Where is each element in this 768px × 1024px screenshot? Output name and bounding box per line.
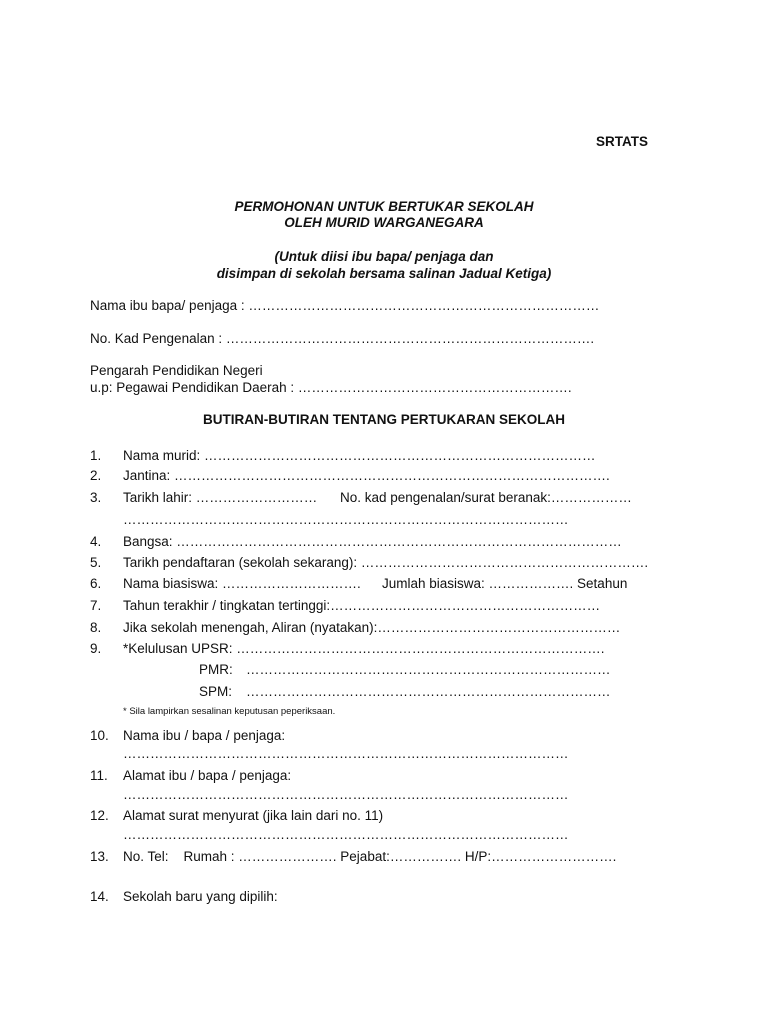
pmr-label: PMR: [199, 662, 233, 677]
form-title-line-2: OLEH MURID WARGANEGARA [284, 215, 484, 230]
form-title-line-1: PERMOHONAN UNTUK BERTUKAR SEKOLAH [234, 199, 534, 214]
spm-label: SPM: [199, 684, 233, 699]
item-number: 11. [90, 768, 108, 783]
phone-numbers-field: No. Tel: Rumah : …………………. Pejabat:……………. H/P:………………………. [123, 849, 617, 864]
parent-name-dots: ……………………………………………………………………………………… [123, 746, 569, 761]
item-number: 8. [90, 620, 102, 635]
upsr-result-field: *Kelulusan UPSR: ………………………………………………………………………. [123, 641, 605, 656]
stream-field: Jika sekolah menengah, Aliran (nyatakan):……………………………………………… [123, 620, 621, 635]
attachment-note: * Sila lampirkan sesalinan keputusan peperiksaan. [123, 706, 336, 717]
item-number: 12. [90, 808, 109, 823]
item-number: 9. [90, 641, 102, 656]
item-number: 6. [90, 576, 102, 591]
ic-number-field: No. Kad Pengenalan : ………………………………………………………………………. [90, 331, 595, 346]
item-number: 10. [90, 728, 109, 743]
parent-address-dots: ……………………………………………………………………………………… [123, 787, 569, 802]
mailing-address-label: Alamat surat menyurat (jika lain dari no. 11) [123, 808, 384, 823]
last-year-form-field: Tahun terakhir / tingkatan tertinggi:…………………………………………………… [123, 598, 601, 613]
spm-result-field: ……………………………………………………………………… [246, 684, 611, 699]
parent-name-field: Nama ibu bapa/ penjaga : …………………………………………………………………… [90, 298, 600, 313]
parent-address-label: Alamat ibu / bapa / penjaga: [123, 768, 292, 783]
item-number: 3. [90, 490, 102, 505]
registration-date-field: Tarikh pendaftaran (sekolah sekarang): ………………………………………………………. [123, 555, 649, 570]
item-number: 5. [90, 555, 102, 570]
item-number: 13. [90, 849, 109, 864]
birth-date-field: Tarikh lahir: ……………………… [123, 490, 318, 505]
addressee-director: Pengarah Pendidikan Negeri [90, 363, 263, 378]
attention-officer-field: u.p: Pegawai Pendidikan Daerah : ……………………………………………………. [90, 380, 572, 395]
scholarship-amount-field: Jumlah biasiswa: ………………. Setahun [382, 576, 628, 591]
document-code: SRTATS [596, 134, 648, 149]
gender-field: Jantina: ……………………………………………………………………………………. [123, 468, 610, 483]
section-heading: BUTIRAN-BUTIRAN TENTANG PERTUKARAN SEKOLAH [203, 412, 565, 427]
race-field: Bangsa: ……………………………………………………………………………………… [123, 534, 622, 549]
item-number: 14. [90, 889, 109, 904]
parent-name-label: Nama ibu / bapa / penjaga: [123, 728, 286, 743]
item-number: 1. [90, 448, 102, 463]
item-number: 7. [90, 598, 102, 613]
item-number: 4. [90, 534, 102, 549]
birth-cert-continuation: ……………………………………………………………………………………… [123, 512, 569, 527]
student-name-field: Nama murid: …………………………………………………………………………… [123, 448, 596, 463]
form-subtitle-line-2: disimpan di sekolah bersama salinan Jadual Ketiga) [216, 266, 552, 281]
mailing-address-dots: ……………………………………………………………………………………… [123, 827, 569, 842]
scholarship-name-field: Nama biasiswa: …………………………. [123, 576, 361, 591]
birth-cert-number-field: No. kad pengenalan/surat beranak:……………… [340, 490, 632, 505]
new-school-label: Sekolah baru yang dipilih: [123, 889, 278, 904]
item-number: 2. [90, 468, 102, 483]
form-subtitle-line-1: (Untuk diisi ibu bapa/ penjaga dan [274, 249, 494, 264]
pmr-result-field: ……………………………………………………………………… [246, 662, 611, 677]
